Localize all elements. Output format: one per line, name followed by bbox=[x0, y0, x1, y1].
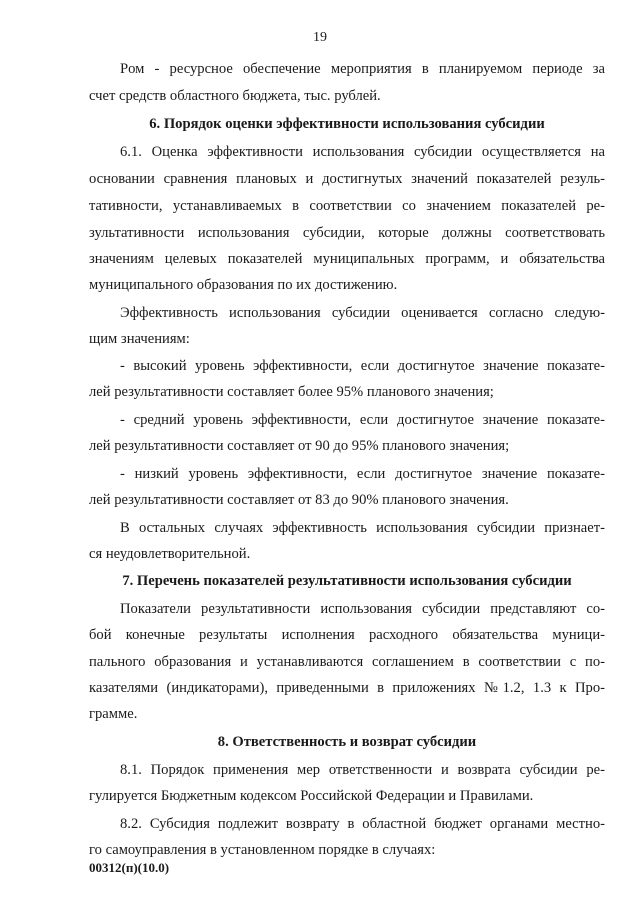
text-line: гулируется Бюджетным кодексом Российской Федерации и Правилами. bbox=[89, 788, 534, 804]
text-line: го самоуправления в установленном порядке в случаях: bbox=[89, 842, 436, 858]
section-heading: 6. Порядок оценки эффективности использования субсидии bbox=[149, 116, 545, 132]
text-line: В остальных случаях эффективность использования субсидии признает- bbox=[120, 520, 605, 536]
page-number: 19 bbox=[313, 30, 327, 45]
list-item: - низкий уровень эффективности, если достигнутое значение показате- bbox=[120, 466, 605, 482]
section-heading: 8. Ответственность и возврат субсидии bbox=[217, 734, 477, 750]
list-item: - средний уровень эффективности, если достигнутое значение показате- bbox=[120, 412, 605, 428]
section-heading: 7. Перечень показателей результативности использования субсидии bbox=[122, 573, 572, 589]
text-line: казателями (индикаторами), приведенными в приложениях №1.2, 1.3 к Про- bbox=[89, 680, 605, 696]
text-line: 8.2. Субсидия подлежит возврату в областной бюджет органами местно- bbox=[120, 816, 605, 832]
text-line: зультативности использования субсидии, которые должны соответствовать bbox=[89, 225, 605, 241]
text-line: пального образования и устанавливаются соглашением в соответствии с по- bbox=[89, 654, 605, 670]
text-line: ся неудовлетворительной. bbox=[89, 546, 251, 562]
text-line: лей результативности составляет более 95% планового значения; bbox=[89, 384, 494, 400]
text-line: лей результативности составляет от 83 до 90% планового значения. bbox=[89, 492, 509, 508]
text-line: счет средств областного бюджета, тыс. рублей. bbox=[89, 88, 381, 104]
text-line: Эффективность использования субсидии оценивается согласно следую- bbox=[120, 305, 605, 321]
text-line: грамме. bbox=[89, 706, 138, 722]
text-line: тативности, устанавливаемых в соответствии со значением показателей ре- bbox=[89, 198, 605, 214]
text-line: Показатели результативности использования субсидии представляют со- bbox=[120, 601, 605, 617]
text-line: 6.1. Оценка эффективности использования субсидии осуществляется на bbox=[120, 144, 605, 160]
text-line: муниципального образования по их достижению. bbox=[89, 277, 398, 293]
text-line: значениям целевых показателей муниципальных программ, и обязательства bbox=[89, 251, 605, 267]
text-line: 8.1. Порядок применения мер ответственности и возврата субсидии ре- bbox=[120, 762, 605, 778]
text-line: щим значениям: bbox=[89, 331, 190, 347]
document-code: 00312(п)(10.0) bbox=[89, 860, 170, 875]
list-item: - высокий уровень эффективности, если достигнутое значение показате- bbox=[120, 358, 605, 374]
text-line: лей результативности составляет от 90 до 95% планового значения; bbox=[89, 438, 510, 454]
text-line: Pом - ресурсное обеспечение мероприятия в планируемом периоде за bbox=[120, 61, 605, 77]
text-line: бой конечные результаты исполнения расходного обязательства муници- bbox=[89, 627, 605, 643]
text-line: основании сравнения плановых и достигнутых значений показателей резуль- bbox=[89, 171, 605, 187]
